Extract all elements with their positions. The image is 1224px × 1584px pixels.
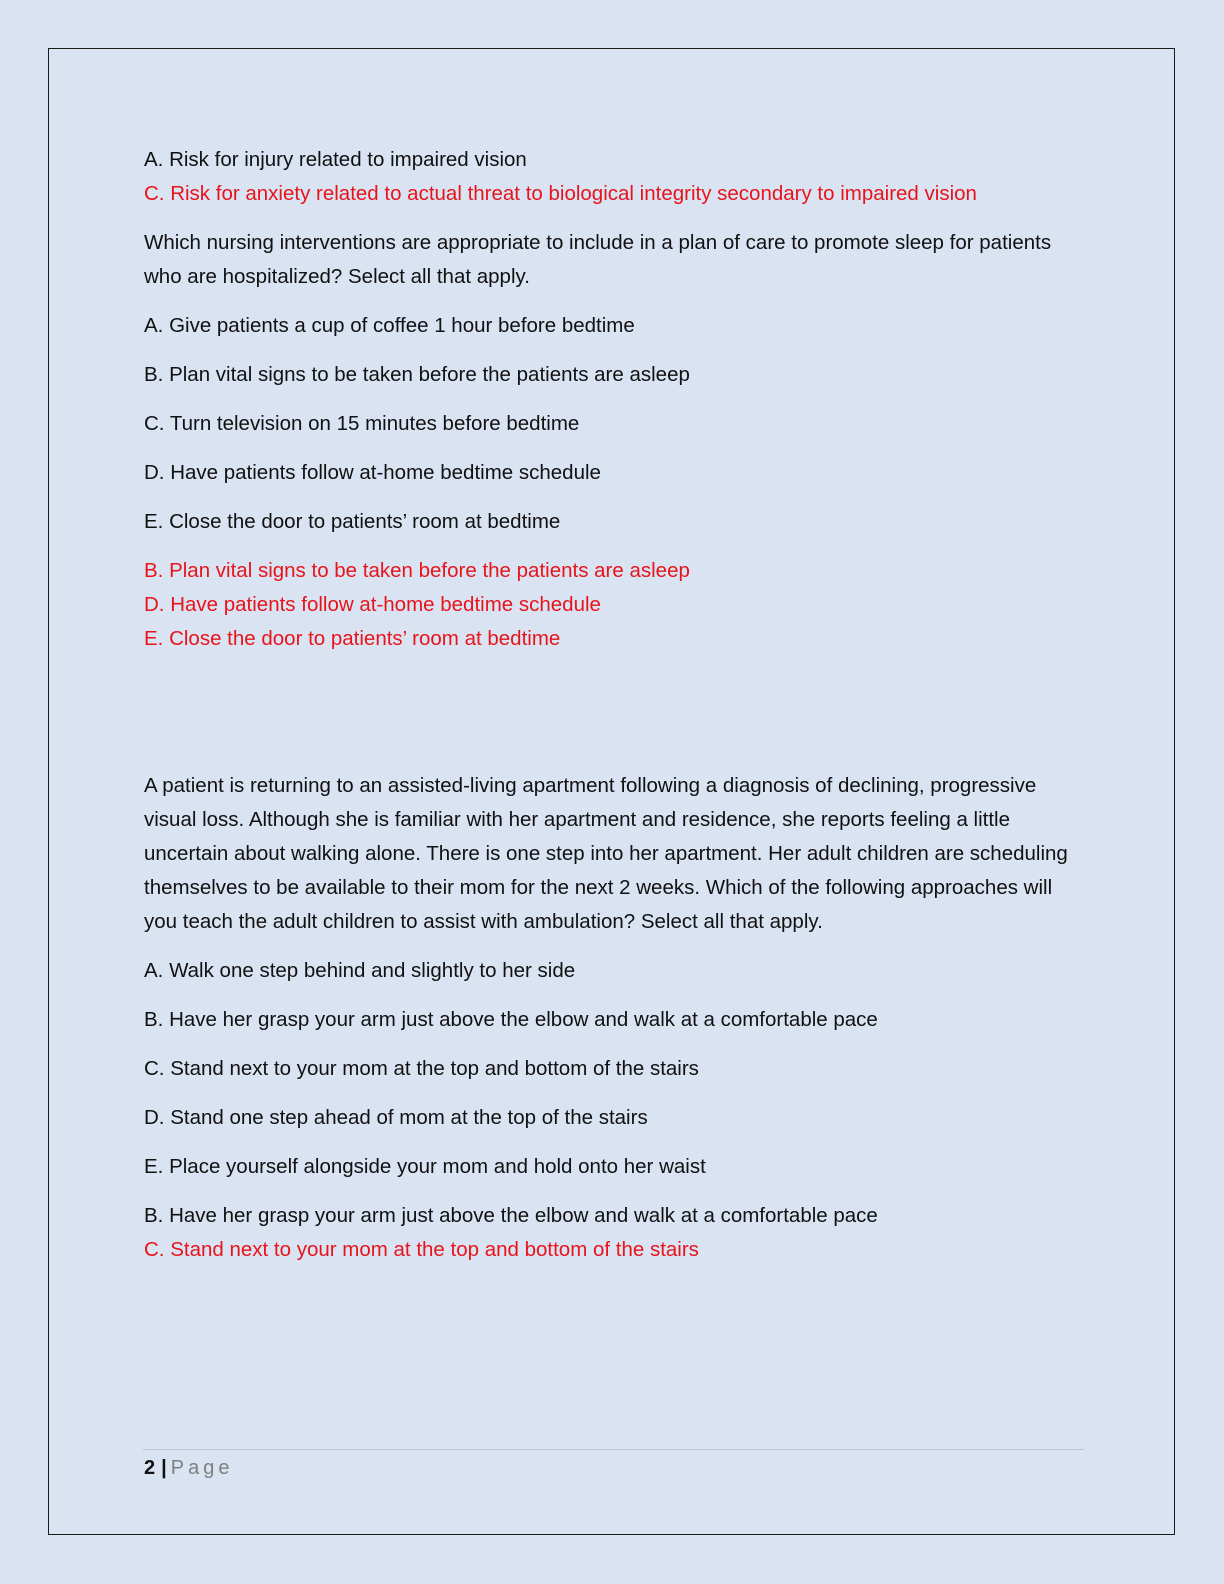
- prior-answer-c: C. Risk for anxiety related to actual threat to biological integrity secondary to impaired vision: [144, 182, 977, 205]
- q2-option-b: B. Have her grasp your arm just above the elbow and walk at a comfortable pace: [144, 1008, 878, 1031]
- q2-option-c: C. Stand next to your mom at the top and bottom of the stairs: [144, 1057, 699, 1080]
- q1-option-c: C. Turn television on 15 minutes before bedtime: [144, 412, 580, 435]
- q1-option-d: D. Have patients follow at-home bedtime schedule: [144, 461, 601, 484]
- question-1-stem: Which nursing interventions are appropriate to include in a plan of care to promote sleep for patients who are hospitalized? Select all that apply.: [144, 231, 1052, 288]
- q2-answer-b: B. Have her grasp your arm just above the elbow and walk at a comfortable pace: [144, 1204, 878, 1227]
- page-number: 2: [144, 1457, 156, 1479]
- q2-option-e: E. Place yourself alongside your mom and hold onto her waist: [144, 1155, 706, 1178]
- footer-divider: [143, 1449, 1084, 1450]
- q2-option-d: D. Stand one step ahead of mom at the top of the stairs: [144, 1106, 648, 1129]
- prior-option-a: A. Risk for injury related to impaired vision: [144, 148, 527, 171]
- page-label: Page: [170, 1457, 234, 1479]
- q1-answer-e: E. Close the door to patients’ room at bedtime: [144, 627, 561, 650]
- q2-option-a: A. Walk one step behind and slightly to her side: [144, 959, 576, 982]
- q1-answer-d: D. Have patients follow at-home bedtime schedule: [144, 593, 601, 616]
- q1-option-e: E. Close the door to patients’ room at bedtime: [144, 510, 561, 533]
- question-2-stem: A patient is returning to an assisted-living apartment following a diagnosis of declining, progressive visual loss. Although she is familiar with her apartment and residence, she reports feeling a little uncertain about walking alone. There is one step into her apartment. Her adult children are scheduling themselves to be available to their mom for the next 2 weeks. Which of the following approaches will you teach the adult children to assist with ambulation? Select all that apply.: [144, 774, 1068, 933]
- page-footer: [144, 1454, 233, 1482]
- q1-option-a: A. Give patients a cup of coffee 1 hour before bedtime: [144, 314, 635, 337]
- footer-separator: |: [161, 1457, 167, 1479]
- q2-answer-c: C. Stand next to your mom at the top and bottom of the stairs: [144, 1238, 699, 1261]
- document-body: [144, 143, 1084, 1267]
- q1-option-b: B. Plan vital signs to be taken before the patients are asleep: [144, 363, 690, 386]
- q1-answer-b: B. Plan vital signs to be taken before the patients are asleep: [144, 559, 690, 582]
